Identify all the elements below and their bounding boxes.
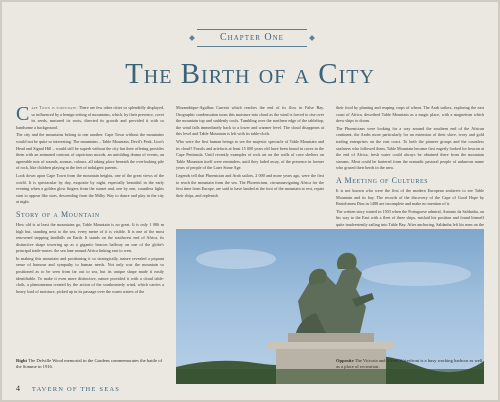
section-heading-cultures: A Meeting of Cultures (336, 175, 429, 185)
page-footer (16, 384, 120, 393)
caption-right (336, 358, 484, 371)
page-number: 4 (16, 384, 22, 393)
lead-in: ape Town is fortunate. (31, 105, 78, 110)
paragraph: How old is at least the mountains go, Table Mountain is no great. It is only 1 086 m high but, standing next to the sea, every metre of it is visible. It is one of the most renowned stepping landfalls on Earth. It stands on the southwest end of Africa, its distinctive shape towering up as a gigantic beacon halfway on one of the globe's principal trade-routes: the sea lane around Africa linking east to west. (16, 221, 164, 254)
running-head: TAVERN OF THE SEAS (31, 386, 121, 393)
caption-left (16, 358, 164, 371)
paragraph: It is not known who were the first of the modern European seafarers to see Table Mountain and its bay. The records of the discovery of the Cape of Good Hope by Bartolomeu Dias in 1488 are incomplete and make no mention of it. (336, 187, 484, 207)
column-1 (16, 105, 164, 296)
paragraph: Legends tell that Phoenician and Arab sailors, 2 000 and more years ago, were the first to reach the mountain from the sea. The Phoenicians, circumnavigating Africa for the first time from Europe, are said to have landed at the foot of the mountain to rest, repair their ships, and replenish (176, 172, 324, 198)
column-2 (176, 105, 324, 200)
paragraph: The Phoenicians were looking for a way around the southern end of the African continent, the Arabs more particularly for an extension of their slave, ivory and gold trading enterprises on the east coast. To both the pioneer groups and the countless seafarers who followed them, Table Mountain became first eagerly looked for beacon at the end of Africa, fresh water could always be obtained there from the mountain streams. Meat could be bartered from the nomadic pastoral people of unknown name who grazed their herds in the area. (336, 125, 484, 171)
paragraph: Who were the first human beings to see the majestic spectacle of Table Mountain and its cloud? Fossils and artefacts at least 15 000 years old have been found in caves in the Cape Peninsula. Until recently examples of rock art on the walls of cave shelters on Table Mountain itself were reminders, until they faded away, of the presence in former years of people of the Later Stone Age. (176, 138, 324, 171)
caption-label: Opposite (336, 358, 354, 363)
paragraph: The city and the mountains belong to one another. Cape Town without the mountains would not be quite so interesting. The mountains – Table Mountain, Devil's Peak, Lion's Head and Signal Hill – would still be superb without the city but their offering provides them with an animated contrast of capricious moods, an unfolding drama of events, an agreeable mix of sounds, aromas, colours, all taking place beneath the overlooking pile of rock, like children playing at the feet of indulgent parents. (16, 132, 164, 171)
paragraph: their food by planting and reaping crops of wheat. The Arab sailors, exploring the east coast of Africa, described Table Mountain as a magic place, with a magnetism which drew ships to doom. (336, 105, 484, 124)
paragraph: Mozambique-Agulhas Current which reaches the end of its flow in False Bay. Orographic condensation turns this moisture into cloud as the wind is forced to rise over the mountain top and suddenly cools. Tumbling over the northern edge of the tableltop, the wind falls immediately back to a lower and warmer level. The cloud disappears at this level and Table Mountain is left with its table-cloth. (176, 105, 324, 137)
caption-label: Right (16, 358, 27, 363)
paragraph: In making this mountain and positioning it so strategically, nature revealed a piquant sense of humour and sympathy to human needs. Not only was the mountain so positioned as to be seen from far out to sea, but its unique shape made it easily identifiable. To make it even more distinctive, nature provided it with a cloud table-cloth, a phenomenon created by the action of the southeasterly wind, which carries a heavy load of moisture, picked up in its passage over the warm waters of the (16, 255, 164, 294)
paragraph: The written story started in 1503 when the Portuguese admiral, Antonio da Saldanha, on his way to the East with a fleet of three ships, mislaid his position and found himself quite inadvertently sailing into Table Bay. After anchoring, Saldanha left his men on the (336, 208, 484, 227)
page-title: The Birth of a City (125, 58, 375, 90)
paragraph: Look down upon Cape Town from the mountain heights, one of the great views of the world. It is spectacular by day, exquisite by night, especially beautiful in the early evening when a golden glow fingers from the sunset and, one by one, countless lights start to appear like stars, descending from the Milky Way to dance and play in the city at night. (16, 172, 164, 205)
caption-text: The Victoria and Alfred Waterfront is a busy working harbour as well as a place of recreation. (336, 358, 483, 370)
book-page (2, 2, 498, 400)
chapter-label: Chapter One (197, 29, 307, 47)
intro-paragraph (16, 105, 164, 131)
section-heading-mountain: Story of a Mountain (16, 209, 100, 219)
drop-cap: C (16, 103, 30, 125)
paragraph-text: There are few other cities so splendidly displayed, so influenced by a benign setting of mountains, which, by their presence, covet its seeds, nurtured its roots, directed its growth and provided it with so handsome a background. (16, 105, 164, 130)
caption-text: The Delville Wood memorial in the Gardens commemorates the battle of the Somme in 1916. (16, 358, 163, 370)
